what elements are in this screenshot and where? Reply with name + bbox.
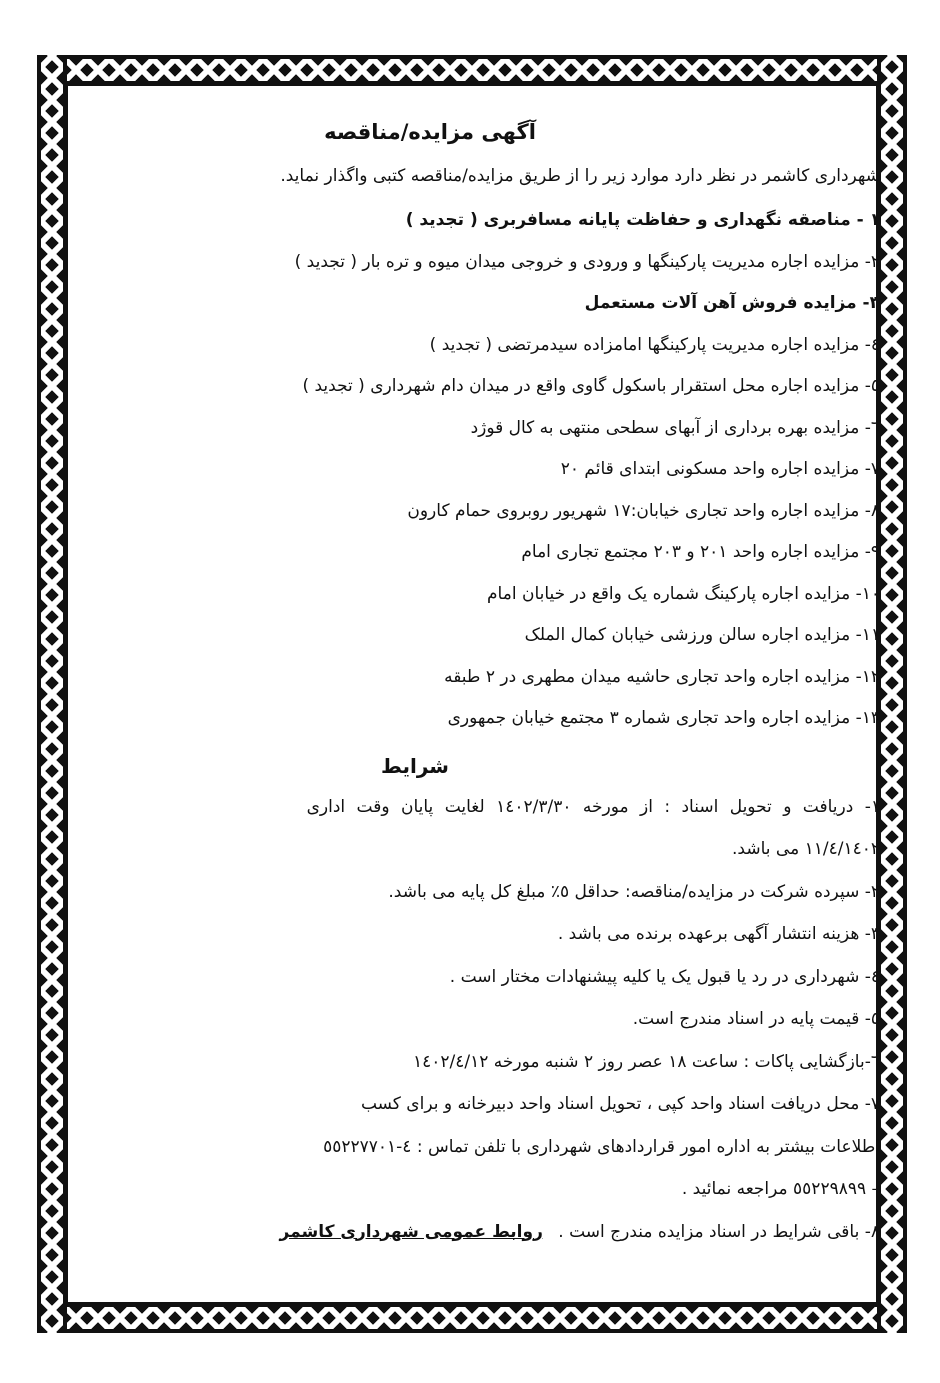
tender-item: ۱۱- مزایده اجاره سالن ورزشی خیابان کمال الملک: [524, 625, 880, 645]
tender-list: [100, 200, 880, 740]
signature: روابط عمومی شهرداری کاشمر: [279, 1221, 543, 1242]
tender-item: ۲- مزایده اجاره مدیریت پارکینگها و ورودی و خروجی میدان میوه و تره بار ( تجدید ): [294, 251, 880, 272]
tender-item: ۱۰- مزایده اجاره پارکینگ شماره یک واقع در خیابان امام: [487, 583, 880, 604]
condition-line: ۱- دریافت و تحویل اسناد : از مورخه ۱٤۰۲/۳/۳۰ لغایت پایان وقت اداری: [306, 796, 880, 817]
conditions-title: شرایط: [381, 753, 449, 778]
border-right: [877, 55, 907, 1333]
conditions-list: [100, 786, 880, 1254]
border-bottom: [37, 1303, 907, 1333]
tender-item: ۱۲- مزایده اجاره واحد تجاری حاشیه میدان مطهری در ۲ طبقه: [444, 666, 880, 687]
tender-item: ۸- مزایده اجاره واحد تجاری خیابان:۱۷ شهریور روبروی حمام کارون: [407, 500, 880, 521]
tender-item: ۱ - مناصقه نگهداری و حفاظت پایانه مسافربری ( تجدید ): [405, 210, 880, 230]
tender-item: ٤- مزایده اجاره مدیریت پارکینگها امامزاده سیدمرتضی ( تجدید ): [429, 334, 880, 355]
tender-item: ۹- مزایده اجاره واحد ۲۰۱ و ۲۰۳ مجتمع تجاری امام: [521, 542, 880, 562]
tender-item: ۱۳- مزایده اجاره واحد تجاری شماره ۳ مجتمع خیابان جمهوری: [447, 708, 880, 728]
notice-content: [100, 120, 880, 1253]
condition-line: اطلاعات بیشتر به اداره امور قراردادهای شهرداری با تلفن تماس : ٤-٥٥٢٢٧٧٠۱: [323, 1136, 880, 1157]
tender-item: ۳- مزایده فروش آهن آلات مستعمل: [584, 293, 880, 313]
condition-line: – ٥٥٢۲۹۸۹۹ مراجعه نمائید .: [681, 1179, 880, 1199]
tender-item: ٦- مزایده بهره برداری از آبهای سطحی منتهی به کال قوژد: [470, 417, 880, 438]
tender-item: ۷- مزایده اجاره واحد مسکونی ابتدای قائم ۲۰: [560, 459, 880, 479]
condition-line: ۷- محل دریافت اسناد واحد کپی ، تحویل اسناد واحد دبیرخانه و برای کسب: [360, 1094, 880, 1114]
condition-line-last: [100, 1211, 880, 1254]
notice-intro: شهرداری کاشمر در نظر دارد موارد زیر را از طریق مزایده/مناقصه کتبی واگذار نماید.: [280, 166, 880, 186]
condition-line: ٤- شهرداری در رد یا قبول یک یا کلیه پیشنهادات مختار است .: [449, 966, 880, 987]
condition-line: ۳- هزینه انتشار آگهی برعهده برنده می باشد .: [557, 924, 880, 944]
condition-line: ٥- قیمت پایه در اسناد مندرج است.: [632, 1009, 880, 1029]
border-top: [37, 55, 907, 85]
notice-title: آگهی مزایده/مناقصه: [324, 120, 536, 144]
tender-item: ٥- مزایده اجاره محل استقرار باسکول گاوی واقع در میدان دام شهرداری ( تجدید ): [302, 376, 880, 396]
condition-line: ٦-بازگشایی پاکات : ساعت ۱۸ عصر روز ۲ شنبه مورخه ۱٤۰۲/٤/۱۲: [413, 1051, 880, 1072]
condition-line: ۲- سپرده شرکت در مزایده/مناقصه: حداقل ٥٪ مبلغ کل پایه می باشد.: [388, 881, 880, 902]
condition-last-text: ۸- باقی شرایط در اسناد مزایده مندرج است .: [558, 1221, 880, 1242]
border-left: [37, 55, 67, 1333]
condition-line: ۱٤۰۲/٤/۱۱ می باشد.: [732, 839, 880, 859]
